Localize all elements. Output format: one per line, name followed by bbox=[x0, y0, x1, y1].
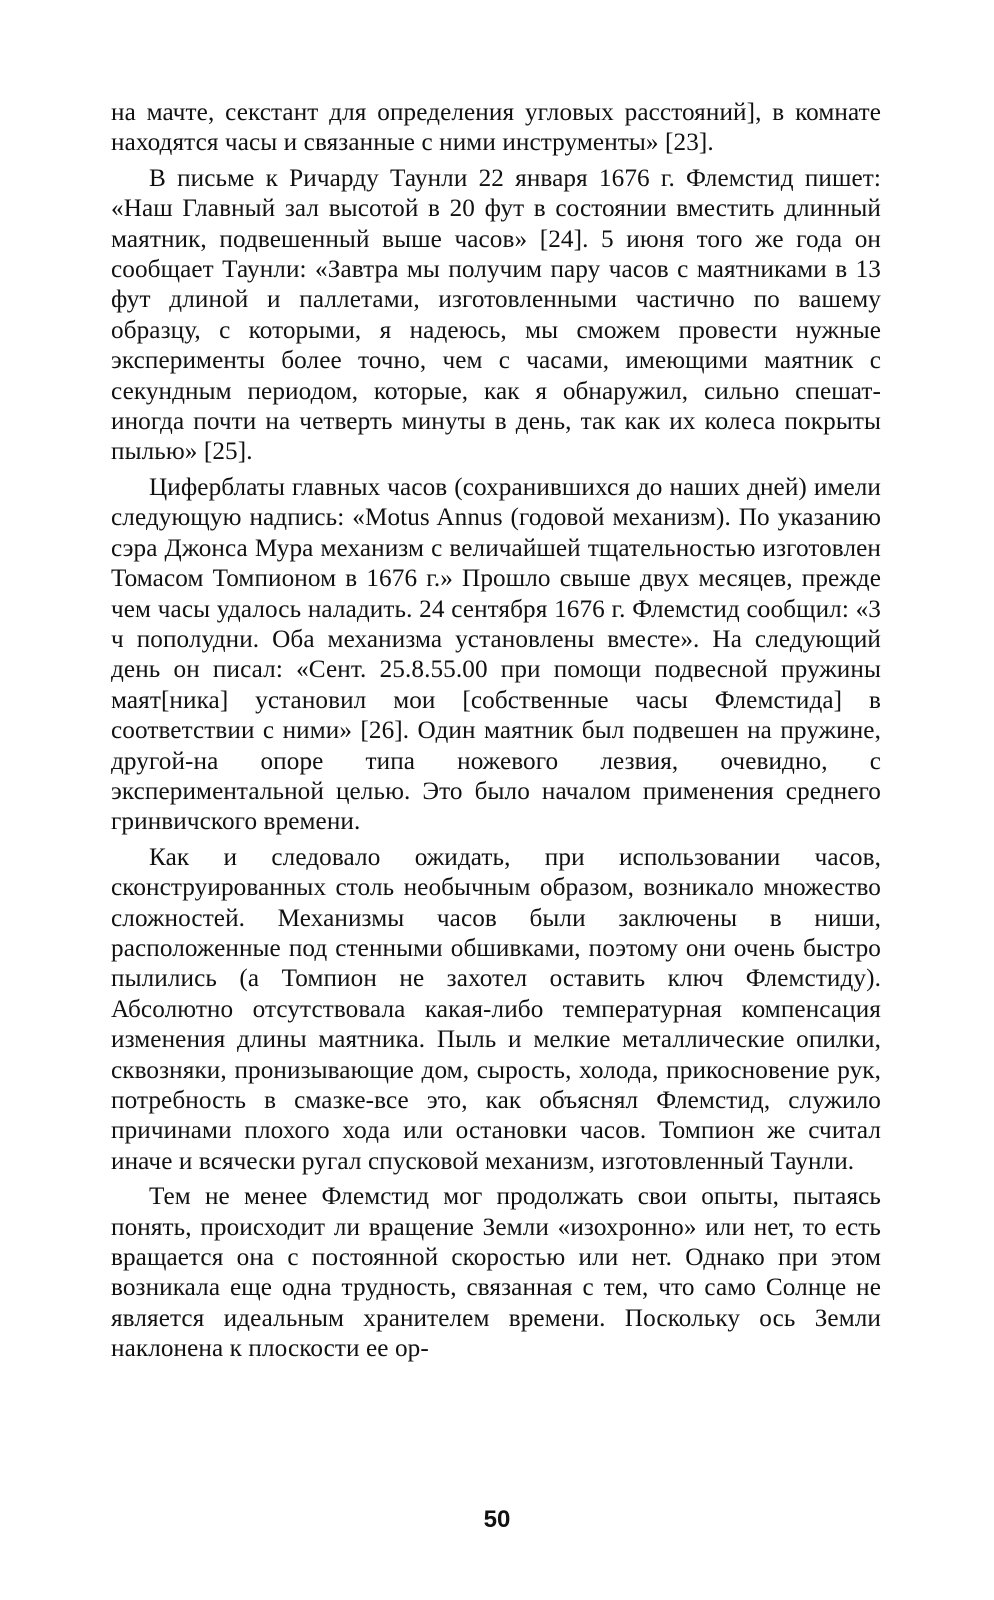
paragraph-1: на мачте, секстант для определения угловых расстояний], в комнате находятся часы и связанные с ними инструменты» [23]. bbox=[111, 99, 881, 157]
paragraph-4: Как и следовало ожидать, при использовании часов, сконструированных столь необычным образом, возникало множество сложностей. Механизмы часов были заключены в ниши, расположенные под стенными обшивками, поэтому они очень быстро пылились (а Томпион не захотел оставить ключ Флемстиду). Абсолютно отсутствовала какая-либо температурная компенсация изменения длины маятника. Пыль и мелкие металлические опилки, сквозняки, пронизывающие дом, сырость, холода, прикосновение рук, потребность в смазке-все это, как объяснял Флемстид, служило причинами плохого хода или остановки часов. Томпион же считал иначе и всячески ругал спусковой механизм, изготовленный Таунли. bbox=[111, 843, 881, 1175]
paragraph-5: Тем не менее Флемстид мог продолжать свои опыты, пытаясь понять, происходит ли вращение Земли «изохронно» или нет, то есть вращается она с постоянной скоростью или нет. Однако при этом возникала еще одна трудность, связанная с тем, что само Солнце не является идеальным хранителем времени. Поскольку ось Земли наклонена к плоскости ее ор- bbox=[111, 1183, 881, 1363]
body-text bbox=[111, 98, 881, 1370]
page-number: 50 bbox=[483, 1506, 511, 1533]
paragraph-2: В письме к Ричарду Таунли 22 января 1676 г. Флемстид пишет: «Наш Главный зал высотой в 20 фут в состоянии вместить длинный маятник, подвешенный выше часов» [24]. 5 июня того же года он сообщает Таунли: «Завтра мы получим пару часов с маятниками в 13 фут длиной и паллетами, изготовленными частично по вашему образцу, с которыми, я надеюсь, мы сможем провести нужные эксперименты более точно, чем с часами, имеющими маятник с секундным периодом, которые, как я обнаружил, сильно спешат-иногда почти на четверть минуты в день, так как их колеса покрыты пылью» [25]. bbox=[111, 164, 881, 466]
paragraph-3: Циферблаты главных часов (сохранившихся до наших дней) имели следующую надпись: «Motus Annus (годовой механизм). По указанию сэра Джонса Мура механизм с величайшей тщательностью изготовлен Томасом Томпионом в 1676 г.» Прошло свыше двух месяцев, прежде чем часы удалось наладить. 24 сентября 1676 г. Флемстид сообщил: «3 ч пополудни. Оба механизма установлены вместе». На следующий день он писал: «Сент. 25.8.55.00 при помощи подвесной пружины маят[ника] установил мои [собственные часы Флемстида] в соответствии с ними» [26]. Один маятник был подвешен на пружине, другой-на опоре типа ножевого лезвия, очевидно, с экспериментальной целью. Это было началом применения среднего гринвичского времени. bbox=[111, 473, 881, 836]
